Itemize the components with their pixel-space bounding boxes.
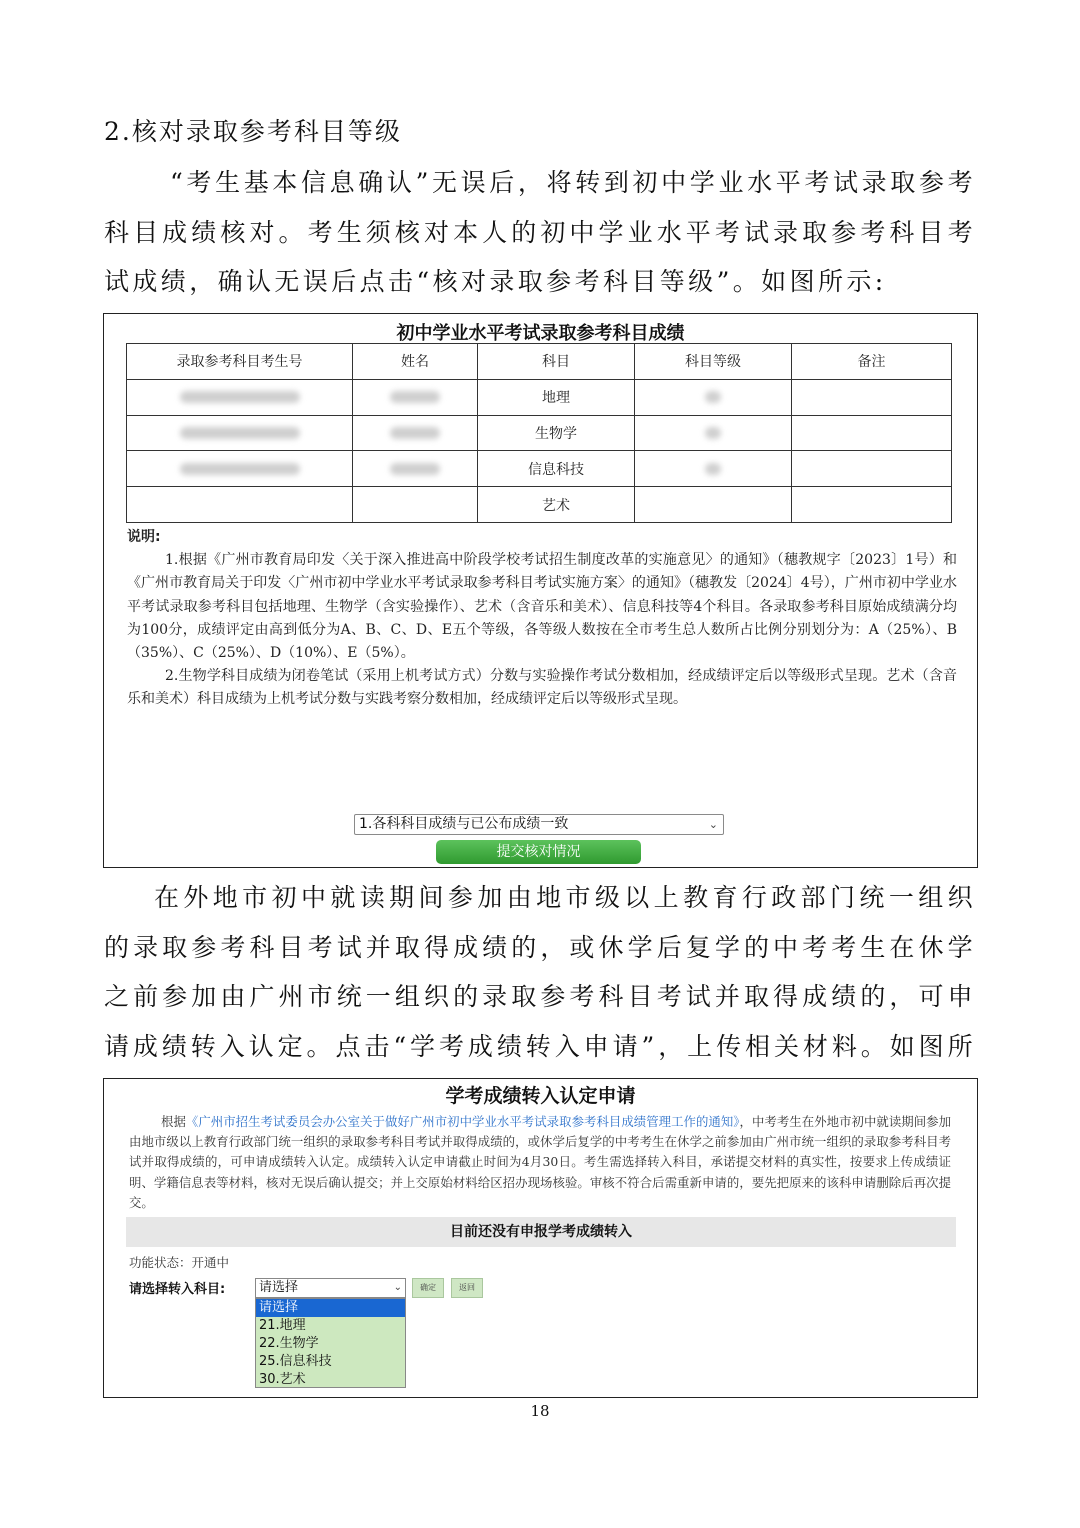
blurred-name [390, 427, 440, 439]
transfer-title: 学考成绩转入认定申请 [445, 1085, 636, 1107]
blurred-grade [705, 463, 721, 475]
notice-body: ，中考考生在外地市初中就读期间参加由地市级以上教育行政部门统一组织的录取参考科目考试并取得成绩的，或休学后复学的中考考生在休学之前参加由广州市统一组织的录取参考科目考试并取得成绩的，可申请成绩转入认定。成绩转入认定申请截止时间为4月30日。考生需选择转入科目，承诺提交材料的真实性，按要求上传成绩证明、学籍信息表等材料，核对无误后确认提交；并上交原始材料给区招办现场核验。审核不符合后需重新申请的，要先把原来的该科申请删除后再次提交。 [129, 1114, 951, 1210]
dropdown-option[interactable]: 25.信息科技 [259, 1354, 332, 1369]
subject-cell: 艺术 [478, 487, 635, 523]
blurred-exam-number [180, 463, 300, 475]
chevron-down-icon: ⌄ [393, 1282, 402, 1293]
remark-cell [792, 451, 952, 487]
table-row [127, 451, 952, 487]
transfer-application-screenshot [103, 1078, 978, 1398]
subject-dropdown-list [255, 1298, 406, 1388]
header-subject: 科目 [478, 344, 635, 380]
submit-verification-button[interactable]: 提交核对情况 [436, 840, 641, 864]
notes-title: 说明: [127, 529, 161, 545]
grade-table [126, 343, 952, 523]
verification-select[interactable] [354, 814, 724, 835]
blurred-name [390, 463, 440, 475]
notice-text [129, 1112, 951, 1213]
blurred-grade [705, 391, 721, 403]
table-row [127, 487, 952, 523]
blurred-exam-number [180, 427, 300, 439]
dropdown-option[interactable]: 请选择 [256, 1299, 405, 1317]
subject-cell: 信息科技 [478, 451, 635, 487]
subject-cell: 生物学 [478, 415, 635, 451]
intro-paragraph: “考生基本信息确认”无误后，将转到初中学业水平考试录取参考科目成绩核对。考生须核对本人的初中学业水平考试录取参考科目考试成绩，确认无误后点击“核对录取参考科目等级”。如图所示: [104, 168, 976, 296]
notes-block [127, 526, 957, 712]
header-grade: 科目等级 [635, 344, 792, 380]
subject-select-value: 请选择 [259, 1280, 299, 1295]
chevron-down-icon: ⌄ [708, 818, 718, 831]
page-number: 18 [530, 1402, 550, 1420]
transfer-paragraph: 在外地市初中就读期间参加由地市级以上教育行政部门统一组织的录取参考科目考试并取得成绩的，或休学后复学的中考考生在休学之前参加由广州市统一组织的录取参考科目考试并取得成绩的，可申请成绩转入认定。点击“学考成绩转入申请”，上传相关材料。如图所 [104, 883, 976, 1061]
table-row [127, 415, 952, 451]
header-remark: 备注 [792, 344, 952, 380]
section-heading: 2.核对录取参考科目等级 [104, 117, 402, 146]
confirm-button[interactable]: 确定 [412, 1278, 444, 1298]
subject-cell: 地理 [478, 379, 635, 415]
subject-select-label: 请选择转入科目: [129, 1282, 226, 1297]
remark-cell [792, 415, 952, 451]
blurred-grade [705, 427, 721, 439]
dropdown-option[interactable]: 30.艺术 [259, 1372, 306, 1387]
remark-cell [792, 487, 952, 523]
verification-select-value: 1.各科科目成绩与已公布成绩一致 [359, 816, 569, 832]
notice-prefix: 根据 [161, 1114, 186, 1129]
blurred-name [390, 391, 440, 403]
table-row [127, 379, 952, 415]
note-1: 1.根据《广州市教育局印发〈关于深入推进高中阶段学校考试招生制度改革的实施意见〉的通知》（穗教规字〔2023〕1号）和《广州市教育局关于印发〈广州市初中学业水平考试录取参考科目考试实施方案〉的通知》（穗教发〔2024〕4号），广州市初中学业水平考试录取参考科目包括地理、生物学（含实验操作）、艺术（含音乐和美术）、信息科技等4个科目。各录取参考科目原始成绩满分均为100分，成绩评定由高到低分为A、B、C、D、E五个等级，各等级人数按在全市考生总人数所占比例分别划分为：A（25%）、B（35%）、C（25%）、D（10%）、E（5%）。 [127, 552, 957, 662]
back-button[interactable]: 返回 [451, 1278, 483, 1298]
dropdown-option[interactable]: 22.生物学 [259, 1336, 319, 1351]
subject-select[interactable] [255, 1278, 406, 1298]
header-exam-number: 录取参考科目考生号 [127, 344, 353, 380]
header-name: 姓名 [353, 344, 478, 380]
table-header-row [127, 344, 952, 380]
score-verification-screenshot [103, 313, 978, 868]
empty-message-bar: 目前还没有申报学考成绩转入 [126, 1217, 956, 1247]
blurred-exam-number [180, 391, 300, 403]
score-table-title: 初中学业水平考试录取参考科目成绩 [396, 323, 685, 344]
notice-link[interactable]: 《广州市招生考试委员会办公室关于做好广州市初中学业水平考试录取参考科目成绩管理工作的通知》 [185, 1114, 740, 1129]
dropdown-option[interactable]: 21.地理 [259, 1318, 306, 1333]
remark-cell [792, 379, 952, 415]
note-2: 2.生物学科目成绩为闭卷笔试（采用上机考试方式）分数与实验操作考试分数相加，经成绩评定后以等级形式呈现。艺术（含音乐和美术）科目成绩为上机考试分数与实践考察分数相加，经成绩评定后以等级形式呈现。 [127, 668, 957, 708]
function-status: 功能状态：开通中 [129, 1255, 230, 1270]
